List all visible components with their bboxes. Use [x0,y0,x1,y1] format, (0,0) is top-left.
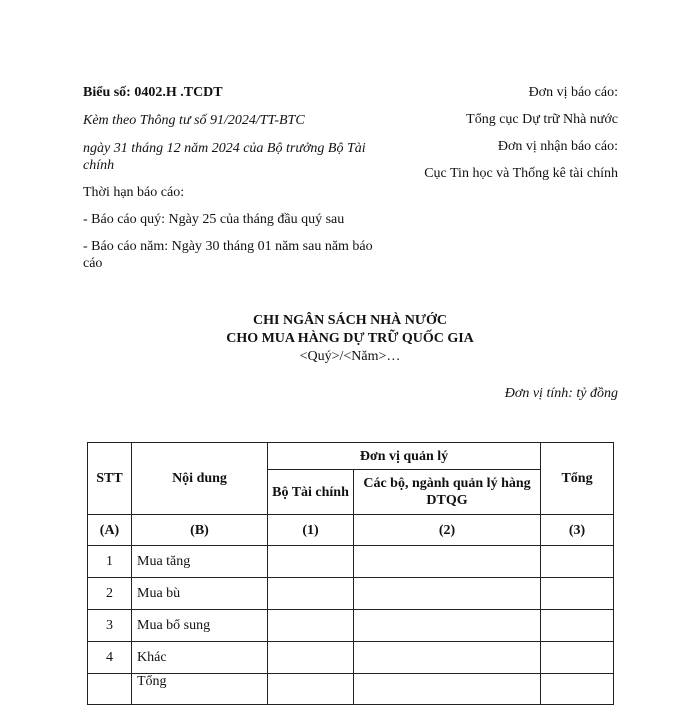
cell-ministry-finance [268,642,354,674]
row-stt: 2 [88,578,132,610]
header-total: Tổng [541,443,614,515]
circular-date: ngày 31 tháng 12 năm 2024 của Bộ trưởng Bộ Tài chính [83,141,366,173]
reporting-unit-label: Đơn vị báo cáo: [528,85,618,100]
form-number: Biểu số: 0402.H .TCDT [83,85,223,100]
cell-total [541,642,614,674]
cell-total [541,578,614,610]
header-management-unit: Đơn vị quản lý [268,443,541,470]
table-row [88,610,614,642]
row-content: Tổng [132,674,268,705]
header-content: Nội dung [132,443,268,515]
report-table [87,442,614,705]
code-2: (2) [354,515,541,546]
code-1: (1) [268,515,354,546]
code-a: (A) [88,515,132,546]
report-title [0,312,700,366]
row-content: Khác [132,642,268,674]
receiving-unit: Cục Tin học và Thống kê tài chính [424,166,618,181]
reporting-unit: Tổng cục Dự trữ Nhà nước [466,112,618,127]
header-right [338,84,618,192]
cell-other-ministries [354,642,541,674]
row-content: Mua bù [132,578,268,610]
row-content: Mua bổ sung [132,610,268,642]
title-line-2: CHO MUA HÀNG DỰ TRỮ QUỐC GIA [226,331,474,346]
table-row [88,642,614,674]
cell-ministry-finance [268,546,354,578]
cell-other-ministries [354,610,541,642]
attached-circular: Kèm theo Thông tư số 91/2024/TT-BTC [83,113,305,128]
code-3: (3) [541,515,614,546]
header-ministry-finance: Bộ Tài chính [268,470,354,515]
cell-other-ministries [354,578,541,610]
deadline-label: Thời hạn báo cáo: [83,185,185,200]
cell-total [541,610,614,642]
cell-other-ministries [354,546,541,578]
row-content: Mua tăng [132,546,268,578]
cell-total [541,546,614,578]
row-stt: 4 [88,642,132,674]
report-period: <Quý>/<Năm>… [299,349,401,364]
yearly-deadline: - Báo cáo năm: Ngày 30 tháng 01 năm sau năm báo cáo [83,239,373,271]
cell-ministry-finance [268,578,354,610]
title-line-1: CHI NGÂN SÁCH NHÀ NƯỚC [253,313,447,328]
receiving-unit-label: Đơn vị nhận báo cáo: [497,139,618,154]
header-stt: STT [88,443,132,515]
cell-ministry-finance [268,610,354,642]
header-other-ministries: Các bộ, ngành quản lý hàng DTQG [354,470,541,515]
table-row [88,546,614,578]
code-b: (B) [132,515,268,546]
row-stt: 1 [88,546,132,578]
unit-of-measure: Đơn vị tính: tỷ đồng [504,386,618,401]
table-row [88,578,614,610]
quarterly-deadline: - Báo cáo quý: Ngày 25 của tháng đầu quý sau [83,212,345,227]
row-stt: 3 [88,610,132,642]
